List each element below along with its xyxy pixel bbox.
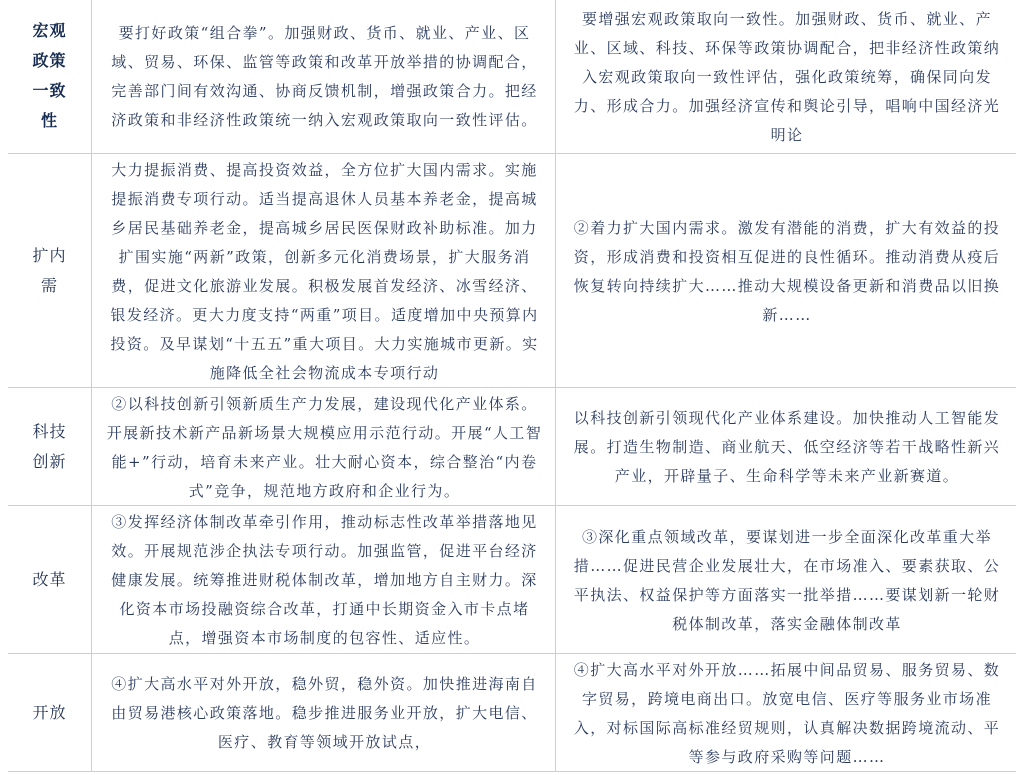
left-content-text: 大力提振消费、提高投资效益，全方位扩大国内需求。实施提振消费专项行动。适当提高退休人员基本养老金，提高城乡居民基础养老金，提高城乡居民医保财政补助标准。加力扩围实施“两新”政策，创新多元化消费场景，扩大服务消费，促进文化旅游业发展。积极发展首发经济、冰雪经济、银发经济。更大力度支持“两重”项目。适度增加中央预算内投资。及早谋划“十五五”重大项目。大力实施城市更新。实施降低全社会物流成本专项行动 [110, 160, 539, 382]
right-content-text: 以科技创新引领现代化产业体系建设。加快推动人工智能发展。打造生物制造、商业航天、低空经济等若干战略性新兴产业，开辟量子、生命科学等未来产业新赛道。 [573, 409, 1001, 485]
left-content-text: 要打好政策“组合拳”。加强财政、货币、就业、产业、区域、贸易、环保、监管等政策和改革开放举措的协调配合，完善部门间有效沟通、协商反馈机制，增强政策合力。把经济政策和非经济性政策统一纳入宏观政策取向一致性评估。 [111, 24, 538, 129]
left-content-text: ③发挥经济体制改革牵引作用，推动标志性改革举措落地见效。开展规范涉企执法专项行动。加强监管，促进平台经济健康发展。统筹推进财税体制改革，增加地方自主财力。深化资本市场投融资综合改革，打通中长期资金入市卡点堵点，增强资本市场制度的包容性、适应性。 [111, 513, 538, 647]
table-row [8, 154, 1016, 388]
right-content-text: 要增强宏观政策取向一致性。加强财政、货币、就业、产业、区域、科技、环保等政策协调配合，把非经济性政策纳入宏观政策取向一致性评估，强化政策统筹，确保同向发力、形成合力。加强经济宣传和舆论引导，唱响中国经济光明论 [573, 9, 1001, 144]
left-content-cell [92, 506, 556, 653]
row-label: 扩内需 [32, 245, 67, 295]
right-content-text: ④扩大高水平对外开放……拓展中间品贸易、服务贸易、数字贸易，跨境电商出口。放宽电信、医疗等服务业市场准入，对标国际高标准经贸规则，认真解决数据跨境流动、平等参与政府采购等问题…… [573, 660, 1001, 766]
row-label: 科技创新 [32, 421, 67, 471]
left-content-cell [92, 154, 556, 387]
table-row [8, 0, 1016, 154]
row-label: 开放 [32, 702, 67, 722]
row-label: 宏观政策一致性 [32, 21, 67, 130]
row-label-cell [8, 0, 92, 153]
right-content-cell [556, 654, 1016, 771]
row-label-cell [8, 154, 92, 387]
right-content-cell [556, 388, 1016, 505]
table-row [8, 388, 1016, 506]
left-content-cell [92, 388, 556, 505]
right-content-text: ②着力扩大国内需求。激发有潜能的消费，扩大有效益的投资，形成消费和投资相互促进的良性循环。推动消费从疫后恢复转向持续扩大……推动大规模设备更新和消费品以旧换新…… [573, 218, 1001, 324]
row-label: 改革 [32, 569, 67, 589]
right-content-cell [556, 506, 1016, 653]
right-content-cell [556, 0, 1016, 153]
left-content-cell [92, 0, 556, 153]
right-content-text: ③深化重点领域改革，要谋划进一步全面深化改革重大举措……促进民营企业发展壮大，在市场准入、要素获取、公平执法、权益保护等方面落实一批举措……要谋划新一轮财税体制改革，落实金融体制改革 [573, 527, 1001, 633]
table-row [8, 506, 1016, 654]
left-content-text: ④扩大高水平对外开放，稳外贸，稳外资。加快推进海南自由贸易港核心政策落地。稳步推进服务业开放，扩大电信、医疗、教育等领域开放试点， [111, 675, 538, 751]
row-label-cell [8, 506, 92, 653]
table-row [8, 654, 1016, 772]
left-content-cell [92, 654, 556, 771]
row-label-cell [8, 388, 92, 505]
left-content-text: ②以科技创新引领新质生产力发展，建设现代化产业体系。开展新技术新产品新场景大规模应用示范行动。开展“人工智能+”行动，培育未来产业。壮大耐心资本，综合整治“内卷式”竞争，规范地方政府和企业行为。 [106, 394, 543, 500]
row-label-cell [8, 654, 92, 771]
right-content-cell [556, 154, 1016, 387]
